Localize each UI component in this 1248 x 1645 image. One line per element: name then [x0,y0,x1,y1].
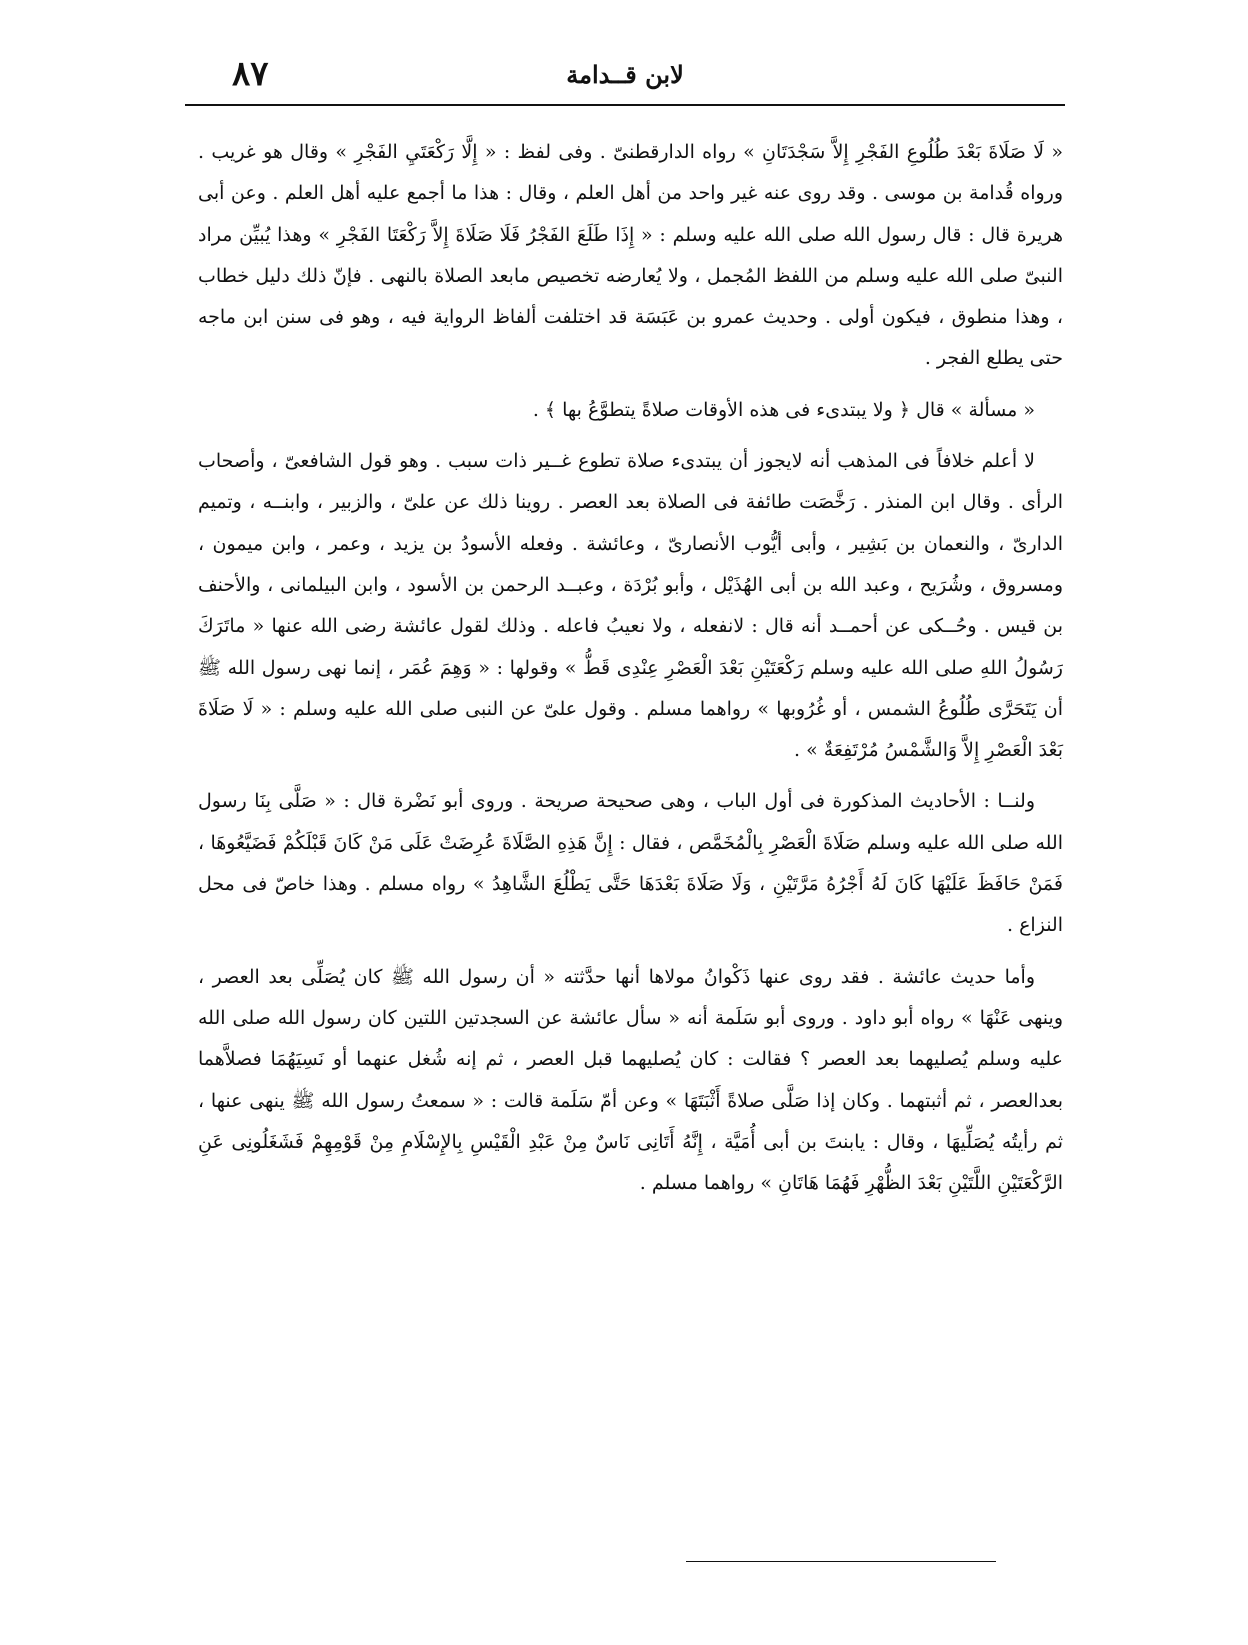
body-text [198,132,1063,1214]
paragraph-masala: « مسألة » قال ﴿ ولا يبتدىء فى هذه الأوقات صلاةً يتطوَّعُ بها ﴾ . [532,398,1035,421]
running-title: لابن قــدامة [566,60,684,89]
paragraph-our-evidence: ولنــا : الأحاديث المذكورة فى أول الباب ، وهى صحيحة صريحة . وروى أبو نَضْرة قال : « صَلَّى بِنَا رسول الله صلى الله عليه وسلم صَلَاةَ الْعَصْرِ بِالْمُخَمَّص ، فقال : إِنَّ هَذِهِ الصَّلَاةَ عُرِضَتْ عَلَى مَنْ كَانَ قَبْلَكُمْ فَضَيَّعُوهَا ، فَمَنْ حَافَظَ عَلَيْهَا كَانَ لَهُ أَجْرُهُ مَرَّتَيْنِ ، وَلَا صَلَاةَ بَعْدَهَا حَتَّى يَطْلُعَ الشَّاهِدُ » رواه مسلم . وهذا خاصّ فى محل النزاع . [198,790,1063,937]
header-rule [185,104,1065,106]
paragraph-hadith-fajr: « لَا صَلَاةَ بَعْدَ طُلُوعِ الفَجْرِ إِلاَّ سَجْدَتَانِ » رواه الدارقطنىّ . وفى لفظ : « إِلَّا رَكْعَتَيِ الفَجْرِ » وقال هو غريب . ورواه قُدامة بن موسى . وقد روى عنه غير واحد من أهل العلم ، وقال : هذا ما أجمع عليه أهل العلم . وعن أبى هريرة قال : قال رسول الله صلى الله عليه وسلم : « إِذَا طَلَعَ الفَجْرُ فَلَا صَلَاةَ إِلاَّ رَكْعَتَا الفَجْرِ » وهذا يُبيِّن مراد النبىّ صلى الله عليه وسلم من اللفظ المُجمل ، ولا يُعارضه تخصيص مابعد الصلاة بالنهى . فإنّ ذلك دليل خطاب ، وهذا منطوق ، فيكون أولى . وحديث عمرو بن عَبَسَة قد اختلفت ألفاظ الرواية فيه ، وهو فى سنن ابن ماجه حتى يطلع الفجر . [198,141,1063,370]
footer-rule [686,1561,996,1562]
paragraph-aisha-hadith: وأما حديث عائشة . فقد روى عنها ذَكْوانُ مولاها أنها حدَّثته « أن رسول الله ﷺ كان يُصَلِّى بعد العصر ، وينهى عَنْهَا » رواه أبو داود . وروى أبو سَلَمة أنه « سأل عائشة عن السجدتين اللتين كان رسول الله صلى الله عليه وسلم يُصليهما بعد العصر ؟ فقالت : كان يُصليهما قبل العصر ، ثم إنه شُغل عنهما أو نَسِيَهُمَا فصلاَّهما بعدالعصر ، ثم أثبتهما . وكان إذا صَلَّى صلاةً أَثْبَتَهَا » وعن أمّ سَلَمة قالت : « سمعتُ رسول الله ﷺ ينهى عنها ، ثم رأيتُه يُصَلِّيهَا ، وقال : يابنتَ بن أبى أُمَيَّة ، إِنَّهُ أَتَانِى نَاسٌ مِنْ عَبْدِ الْقَيْسِ بِالإِسْلَامِ مِنْ قَوْمِهِمْ فَشَغَلُونِى عَنِ الرَّكْعَتَيْنِ اللَّتَيْنِ بَعْدَ الظُّهْرِ فَهُمَا هَاتَانِ » رواهما مسلم . [198,965,1063,1195]
paragraph-no-dispute: لا أعلم خلافاً فى المذهب أنه لايجوز أن يبتدىء صلاة تطوع غــير ذات سبب . وهو قول الشافعىّ ، وأصحاب الرأى . وقال ابن المنذر . رَخَّصَت طائفة فى الصلاة بعد العصر . روينا ذلك عن علىّ ، والزبير ، وابنــه ، وتميم الدارىّ ، والنعمان بن بَشِير ، وأبى أيُّوب الأنصارىّ ، وعائشة . وفعله الأسودُ بن يزيد ، وعمر ، وابن ميمون ، ومسروق ، وشُرَيح ، وعبد الله بن أبى الهُذَيْل ، وأبو بُرْدَة ، وعبــد الرحمن بن الأسود ، وابن البيلمانى ، والأحنف بن قيس . وحُــكى عن أحمــد أنه قال : لانفعله ، ولا نعيبُ فاعله . وذلك لقول عائشة رضى الله عنها « ماتَرَكَ رَسُولُ اللهِ صلى الله عليه وسلم رَكْعَتَيْنِ بَعْدَ الْعَصْرِ عِنْدِى قَطُّ » وقولها : « وَهِمَ عُمَر ، إنما نهى رسول الله ﷺ أن يَتَحَرَّى طُلُوعُ الشمس ، أو غُرُوبها » رواهما مسلم . وقول علىّ عن النبى صلى الله عليه وسلم : « لَا صَلَاةَ بَعْدَ الْعَصْرِ إِلاَّ وَالشَّمْسُ مُرْتَفِعَةٌ » . [198,450,1063,762]
page-number: ٨٧ [232,54,269,94]
page-header [185,52,1065,102]
